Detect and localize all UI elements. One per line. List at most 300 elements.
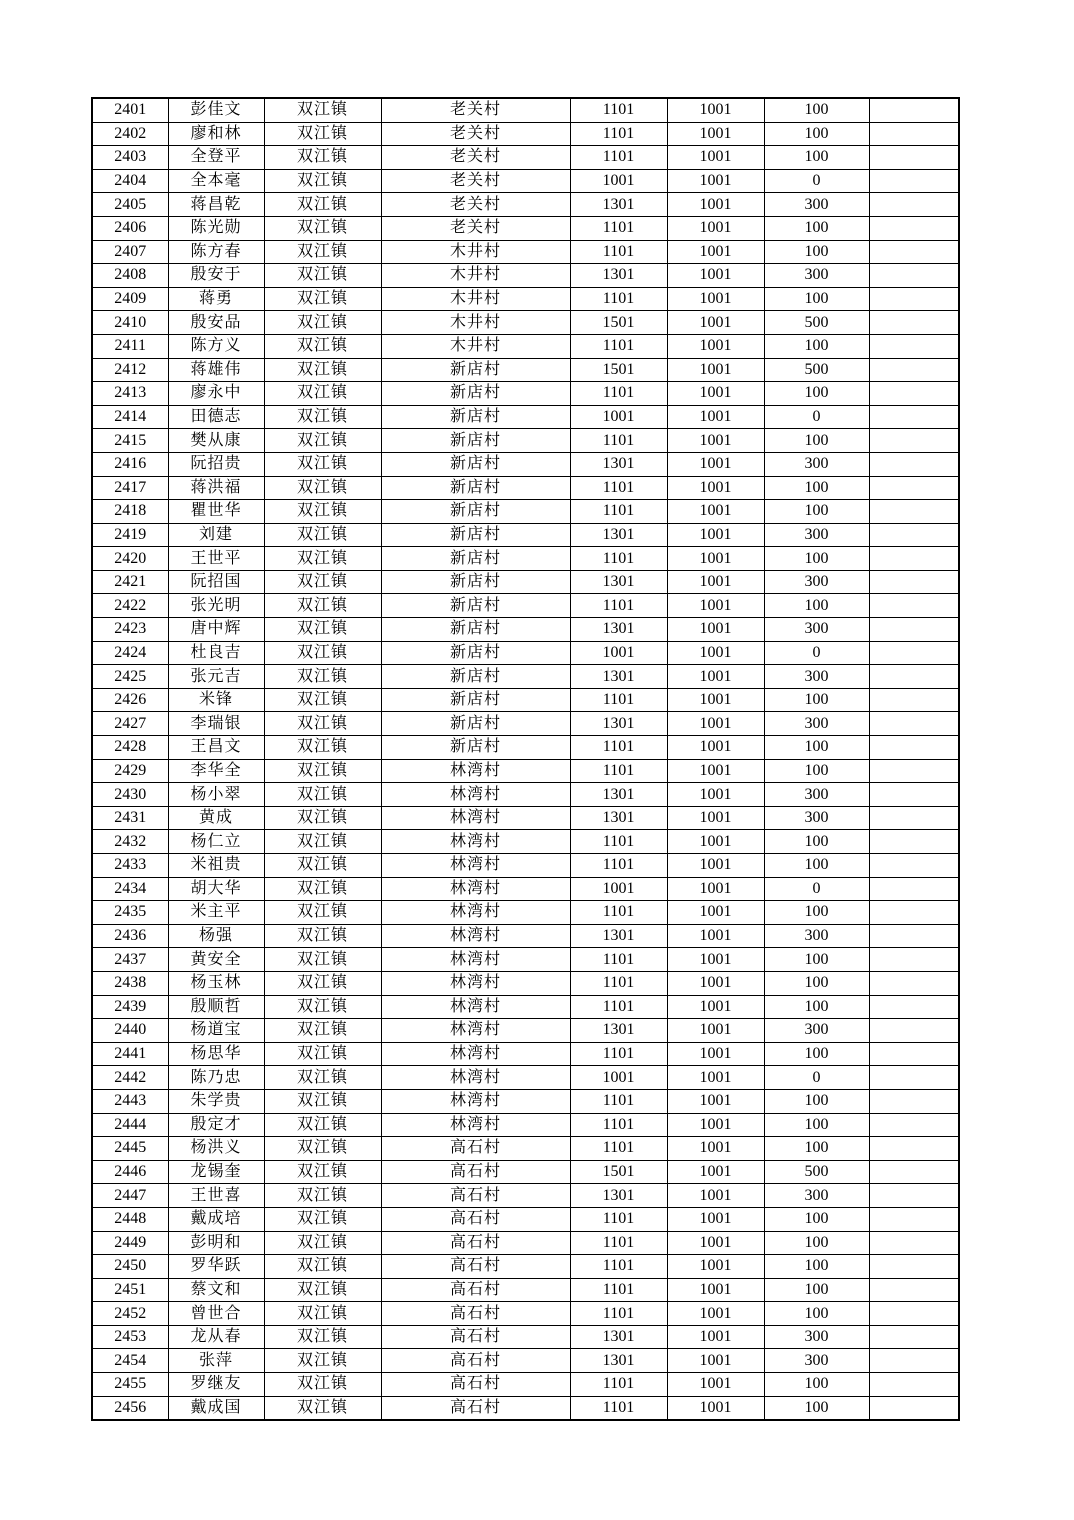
amount-cell: 100 [764,736,869,760]
note-cell [869,854,959,878]
code-b-cell: 1001 [667,665,764,689]
name-cell: 殷安品 [168,311,264,335]
village-cell: 木井村 [381,311,570,335]
row-number-cell: 2443 [92,1089,168,1113]
row-number-cell: 2453 [92,1325,168,1349]
code-a-cell: 1301 [570,924,667,948]
village-cell: 林湾村 [381,995,570,1019]
table-row [92,1302,959,1326]
village-cell: 林湾村 [381,1066,570,1090]
amount-cell: 100 [764,476,869,500]
note-cell [869,1396,959,1420]
village-cell: 高石村 [381,1137,570,1161]
village-cell: 老关村 [381,216,570,240]
code-b-cell: 1001 [667,169,764,193]
note-cell [869,287,959,311]
table-row [92,193,959,217]
village-cell: 新店村 [381,382,570,406]
name-cell: 李瑞银 [168,712,264,736]
note-cell [869,901,959,925]
table-row [92,1137,959,1161]
town-cell: 双江镇 [264,1019,381,1043]
row-number-cell: 2426 [92,688,168,712]
code-b-cell: 1001 [667,1137,764,1161]
town-cell: 双江镇 [264,287,381,311]
town-cell: 双江镇 [264,1089,381,1113]
note-cell [869,358,959,382]
amount-cell: 300 [764,1325,869,1349]
name-cell: 廖和林 [168,122,264,146]
row-number-cell: 2428 [92,736,168,760]
name-cell: 殷定才 [168,1113,264,1137]
note-cell [869,240,959,264]
row-number-cell: 2456 [92,1396,168,1420]
name-cell: 杜良吉 [168,641,264,665]
note-cell [869,146,959,170]
code-b-cell: 1001 [667,854,764,878]
code-b-cell: 1001 [667,783,764,807]
amount-cell: 300 [764,1019,869,1043]
table-row [92,523,959,547]
note-cell [869,995,959,1019]
town-cell: 双江镇 [264,1278,381,1302]
amount-cell: 100 [764,1207,869,1231]
note-cell [869,1160,959,1184]
table-row [92,240,959,264]
town-cell: 双江镇 [264,901,381,925]
village-cell: 新店村 [381,688,570,712]
note-cell [869,948,959,972]
code-a-cell: 1501 [570,1160,667,1184]
name-cell: 阮招贵 [168,452,264,476]
amount-cell: 100 [764,688,869,712]
code-b-cell: 1001 [667,806,764,830]
village-cell: 高石村 [381,1184,570,1208]
name-cell: 曾世合 [168,1302,264,1326]
town-cell: 双江镇 [264,358,381,382]
code-b-cell: 1001 [667,594,764,618]
table-row [92,1255,959,1279]
name-cell: 李华全 [168,759,264,783]
village-cell: 新店村 [381,429,570,453]
table-row [92,618,959,642]
code-a-cell: 1101 [570,1255,667,1279]
note-cell [869,1137,959,1161]
code-b-cell: 1001 [667,287,764,311]
table-row [92,948,959,972]
name-cell: 阮招国 [168,570,264,594]
row-number-cell: 2411 [92,334,168,358]
row-number-cell: 2416 [92,452,168,476]
town-cell: 双江镇 [264,948,381,972]
code-b-cell: 1001 [667,948,764,972]
code-a-cell: 1101 [570,1373,667,1397]
code-b-cell: 1001 [667,901,764,925]
town-cell: 双江镇 [264,452,381,476]
note-cell [869,523,959,547]
code-b-cell: 1001 [667,382,764,406]
amount-cell: 300 [764,618,869,642]
name-cell: 全登平 [168,146,264,170]
town-cell: 双江镇 [264,1160,381,1184]
town-cell: 双江镇 [264,1113,381,1137]
village-cell: 林湾村 [381,1113,570,1137]
note-cell [869,594,959,618]
town-cell: 双江镇 [264,712,381,736]
table-row [92,688,959,712]
code-a-cell: 1001 [570,405,667,429]
name-cell: 戴成国 [168,1396,264,1420]
code-a-cell: 1101 [570,1396,667,1420]
name-cell: 张元吉 [168,665,264,689]
amount-cell: 100 [764,334,869,358]
name-cell: 张萍 [168,1349,264,1373]
amount-cell: 100 [764,98,869,122]
town-cell: 双江镇 [264,570,381,594]
village-cell: 林湾村 [381,759,570,783]
table-row [92,641,959,665]
note-cell [869,1231,959,1255]
town-cell: 双江镇 [264,1231,381,1255]
amount-cell: 0 [764,641,869,665]
code-b-cell: 1001 [667,1278,764,1302]
amount-cell: 100 [764,1255,869,1279]
town-cell: 双江镇 [264,594,381,618]
row-number-cell: 2414 [92,405,168,429]
village-cell: 新店村 [381,712,570,736]
note-cell [869,924,959,948]
town-cell: 双江镇 [264,995,381,1019]
code-a-cell: 1101 [570,1278,667,1302]
name-cell: 樊从康 [168,429,264,453]
code-b-cell: 1001 [667,712,764,736]
village-cell: 新店村 [381,570,570,594]
village-cell: 高石村 [381,1302,570,1326]
name-cell: 田德志 [168,405,264,429]
village-cell: 高石村 [381,1207,570,1231]
amount-cell: 100 [764,594,869,618]
code-b-cell: 1001 [667,736,764,760]
town-cell: 双江镇 [264,98,381,122]
code-a-cell: 1101 [570,287,667,311]
row-number-cell: 2435 [92,901,168,925]
town-cell: 双江镇 [264,405,381,429]
row-number-cell: 2448 [92,1207,168,1231]
table-row [92,358,959,382]
name-cell: 黄安全 [168,948,264,972]
row-number-cell: 2406 [92,216,168,240]
note-cell [869,1325,959,1349]
code-a-cell: 1101 [570,688,667,712]
row-number-cell: 2451 [92,1278,168,1302]
table-row [92,806,959,830]
town-cell: 双江镇 [264,1396,381,1420]
village-cell: 新店村 [381,547,570,571]
amount-cell: 100 [764,948,869,972]
row-number-cell: 2441 [92,1042,168,1066]
row-number-cell: 2421 [92,570,168,594]
village-cell: 高石村 [381,1373,570,1397]
town-cell: 双江镇 [264,806,381,830]
table-row [92,783,959,807]
name-cell: 杨道宝 [168,1019,264,1043]
amount-cell: 300 [764,1349,869,1373]
note-cell [869,1207,959,1231]
row-number-cell: 2424 [92,641,168,665]
code-a-cell: 1101 [570,98,667,122]
village-cell: 新店村 [381,500,570,524]
town-cell: 双江镇 [264,1137,381,1161]
code-a-cell: 1501 [570,311,667,335]
note-cell [869,1349,959,1373]
amount-cell: 300 [764,1184,869,1208]
name-cell: 蒋雄伟 [168,358,264,382]
village-cell: 新店村 [381,476,570,500]
village-cell: 林湾村 [381,924,570,948]
amount-cell: 100 [764,995,869,1019]
code-a-cell: 1101 [570,594,667,618]
note-cell [869,806,959,830]
code-b-cell: 1001 [667,358,764,382]
amount-cell: 100 [764,1396,869,1420]
code-b-cell: 1001 [667,405,764,429]
table-row [92,1089,959,1113]
table-row [92,216,959,240]
town-cell: 双江镇 [264,122,381,146]
town-cell: 双江镇 [264,382,381,406]
row-number-cell: 2432 [92,830,168,854]
amount-cell: 500 [764,1160,869,1184]
code-b-cell: 1001 [667,688,764,712]
code-b-cell: 1001 [667,1113,764,1137]
code-a-cell: 1101 [570,122,667,146]
row-number-cell: 2425 [92,665,168,689]
village-cell: 新店村 [381,358,570,382]
village-cell: 林湾村 [381,783,570,807]
village-cell: 老关村 [381,98,570,122]
note-cell [869,500,959,524]
table-row [92,1042,959,1066]
village-cell: 高石村 [381,1231,570,1255]
village-cell: 新店村 [381,736,570,760]
note-cell [869,476,959,500]
code-b-cell: 1001 [667,547,764,571]
table-row [92,1207,959,1231]
town-cell: 双江镇 [264,146,381,170]
amount-cell: 100 [764,1278,869,1302]
name-cell: 彭佳文 [168,98,264,122]
row-number-cell: 2422 [92,594,168,618]
name-cell: 朱学贵 [168,1089,264,1113]
code-a-cell: 1301 [570,523,667,547]
code-b-cell: 1001 [667,995,764,1019]
town-cell: 双江镇 [264,429,381,453]
table-row [92,570,959,594]
name-cell: 米主平 [168,901,264,925]
table-row [92,877,959,901]
village-cell: 林湾村 [381,806,570,830]
note-cell [869,641,959,665]
code-a-cell: 1301 [570,618,667,642]
note-cell [869,264,959,288]
note-cell [869,216,959,240]
code-b-cell: 1001 [667,830,764,854]
code-a-cell: 1301 [570,783,667,807]
code-b-cell: 1001 [667,1349,764,1373]
table-row [92,759,959,783]
amount-cell: 100 [764,547,869,571]
amount-cell: 100 [764,382,869,406]
table-row [92,122,959,146]
code-b-cell: 1001 [667,1255,764,1279]
code-b-cell: 1001 [667,146,764,170]
table-body [92,98,959,1420]
code-a-cell: 1101 [570,971,667,995]
town-cell: 双江镇 [264,216,381,240]
village-cell: 新店村 [381,405,570,429]
note-cell [869,830,959,854]
name-cell: 蔡文和 [168,1278,264,1302]
row-number-cell: 2440 [92,1019,168,1043]
code-a-cell: 1101 [570,1231,667,1255]
note-cell [869,405,959,429]
town-cell: 双江镇 [264,264,381,288]
table-row [92,476,959,500]
row-number-cell: 2403 [92,146,168,170]
code-a-cell: 1301 [570,1349,667,1373]
name-cell: 米锋 [168,688,264,712]
name-cell: 杨小翠 [168,783,264,807]
name-cell: 王世平 [168,547,264,571]
code-b-cell: 1001 [667,1184,764,1208]
note-cell [869,1302,959,1326]
note-cell [869,759,959,783]
amount-cell: 300 [764,783,869,807]
town-cell: 双江镇 [264,759,381,783]
table-row [92,1325,959,1349]
town-cell: 双江镇 [264,971,381,995]
village-cell: 林湾村 [381,948,570,972]
note-cell [869,193,959,217]
name-cell: 陈方义 [168,334,264,358]
village-cell: 新店村 [381,452,570,476]
code-b-cell: 1001 [667,452,764,476]
code-a-cell: 1301 [570,806,667,830]
code-b-cell: 1001 [667,1066,764,1090]
village-cell: 林湾村 [381,1019,570,1043]
amount-cell: 300 [764,806,869,830]
table-row [92,901,959,925]
code-a-cell: 1101 [570,1302,667,1326]
town-cell: 双江镇 [264,193,381,217]
amount-cell: 100 [764,122,869,146]
code-b-cell: 1001 [667,1089,764,1113]
name-cell: 殷安于 [168,264,264,288]
name-cell: 王世喜 [168,1184,264,1208]
code-a-cell: 1101 [570,476,667,500]
code-a-cell: 1101 [570,1089,667,1113]
amount-cell: 100 [764,216,869,240]
amount-cell: 300 [764,570,869,594]
amount-cell: 100 [764,500,869,524]
row-number-cell: 2404 [92,169,168,193]
village-cell: 高石村 [381,1396,570,1420]
amount-cell: 100 [764,1113,869,1137]
row-number-cell: 2402 [92,122,168,146]
village-cell: 林湾村 [381,854,570,878]
town-cell: 双江镇 [264,665,381,689]
amount-cell: 100 [764,830,869,854]
table-row [92,146,959,170]
name-cell: 杨洪义 [168,1137,264,1161]
town-cell: 双江镇 [264,311,381,335]
table-row [92,1066,959,1090]
note-cell [869,1019,959,1043]
code-a-cell: 1101 [570,146,667,170]
note-cell [869,547,959,571]
town-cell: 双江镇 [264,476,381,500]
town-cell: 双江镇 [264,1255,381,1279]
code-b-cell: 1001 [667,98,764,122]
name-cell: 胡大华 [168,877,264,901]
note-cell [869,1042,959,1066]
row-number-cell: 2455 [92,1373,168,1397]
code-a-cell: 1101 [570,429,667,453]
village-cell: 新店村 [381,641,570,665]
note-cell [869,452,959,476]
code-a-cell: 1301 [570,1184,667,1208]
code-b-cell: 1001 [667,924,764,948]
amount-cell: 0 [764,405,869,429]
name-cell: 瞿世华 [168,500,264,524]
row-number-cell: 2434 [92,877,168,901]
code-a-cell: 1101 [570,736,667,760]
note-cell [869,1113,959,1137]
name-cell: 刘建 [168,523,264,547]
code-a-cell: 1301 [570,264,667,288]
amount-cell: 300 [764,523,869,547]
code-a-cell: 1301 [570,712,667,736]
code-a-cell: 1501 [570,358,667,382]
code-a-cell: 1301 [570,1019,667,1043]
note-cell [869,736,959,760]
amount-cell: 500 [764,311,869,335]
table-row [92,311,959,335]
name-cell: 彭明和 [168,1231,264,1255]
town-cell: 双江镇 [264,240,381,264]
row-number-cell: 2446 [92,1160,168,1184]
name-cell: 殷顺哲 [168,995,264,1019]
amount-cell: 100 [764,854,869,878]
name-cell: 唐中辉 [168,618,264,642]
code-a-cell: 1101 [570,547,667,571]
name-cell: 罗继友 [168,1373,264,1397]
name-cell: 王昌文 [168,736,264,760]
name-cell: 黄成 [168,806,264,830]
code-a-cell: 1101 [570,216,667,240]
name-cell: 戴成培 [168,1207,264,1231]
row-number-cell: 2420 [92,547,168,571]
note-cell [869,665,959,689]
table-row [92,594,959,618]
note-cell [869,877,959,901]
name-cell: 蒋勇 [168,287,264,311]
note-cell [869,311,959,335]
village-cell: 林湾村 [381,901,570,925]
row-number-cell: 2407 [92,240,168,264]
code-a-cell: 1101 [570,901,667,925]
code-a-cell: 1301 [570,1325,667,1349]
